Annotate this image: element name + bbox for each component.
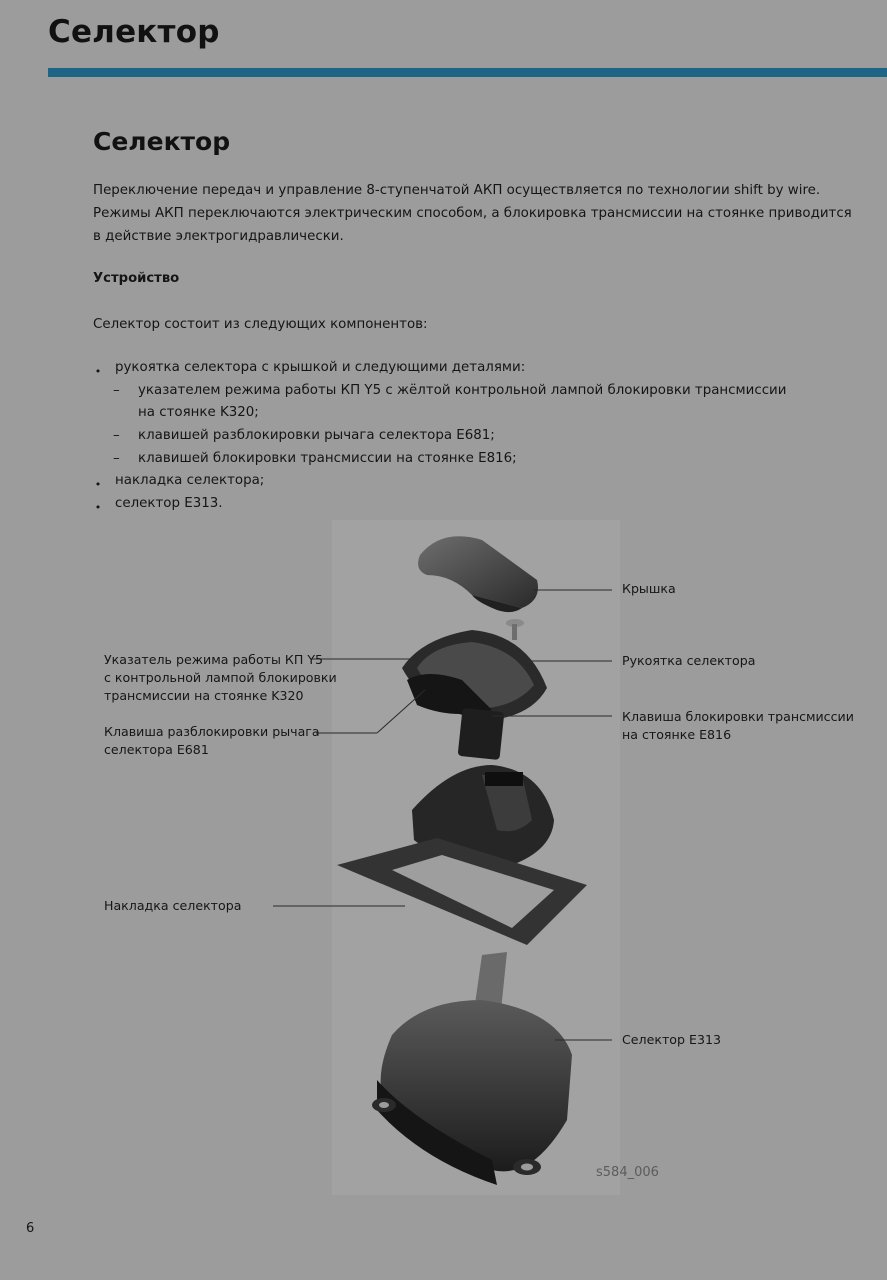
- page-number: 6: [26, 1221, 35, 1236]
- list-item-text: накладка селектора;: [115, 473, 265, 488]
- list-item-text: указателем режима работы КП Y5 с жёлтой контрольной лампой блокировки трансмиссии: [138, 383, 787, 398]
- list-item-text: селектор E313.: [115, 496, 223, 511]
- bullet-marker: •: [94, 365, 102, 378]
- dash-marker: –: [113, 383, 120, 398]
- bullet-marker: •: [94, 501, 102, 514]
- intro-line: Переключение передач и управление 8-ступенчатой АКП осуществляется по технологии shift by wire.: [93, 183, 821, 198]
- callout-cover: Крышка: [622, 581, 676, 596]
- callout-line: с контрольной лампой блокировки: [104, 670, 337, 685]
- header-title: Селектор: [48, 14, 220, 50]
- callout-line: трансмиссии на стоянке K320: [104, 688, 304, 703]
- list-item-text: на стоянке K320;: [138, 405, 259, 420]
- bullet-marker: •: [94, 478, 102, 491]
- callout-line: на стоянке E816: [622, 727, 732, 742]
- list-item-text: рукоятка селектора с крышкой и следующими деталями:: [115, 360, 526, 375]
- callout-line: Указатель режима работы КП Y5: [104, 652, 324, 667]
- callout-handle: Рукоятка селектора: [622, 653, 756, 668]
- list-item-text: клавишей блокировки трансмиссии на стоянке E816;: [138, 451, 517, 466]
- callout-line: Клавиша блокировки трансмиссии: [622, 709, 854, 724]
- dash-marker: –: [113, 428, 120, 443]
- subheading: Устройство: [93, 271, 180, 286]
- callout-release-key: [104, 723, 320, 759]
- callout-indicator-y5: [104, 651, 337, 705]
- section-title: Селектор: [93, 127, 231, 156]
- callout-trim: Накладка селектора: [104, 898, 242, 913]
- list-item-text: клавишей разблокировки рычага селектора E681;: [138, 428, 495, 443]
- figure-code: s584_006: [596, 1165, 659, 1180]
- intro-line: в действие электрогидравлически.: [93, 229, 344, 244]
- dash-marker: –: [113, 451, 120, 466]
- intro-line: Режимы АКП переключаются электрическим способом, а блокировка трансмиссии на стоянке приводится: [93, 206, 852, 221]
- callout-park-lock-key: [622, 708, 854, 744]
- callout-line: селектора E681: [104, 742, 209, 757]
- callout-selector-e313: Селектор E313: [622, 1032, 721, 1047]
- callout-line: Клавиша разблокировки рычага: [104, 724, 320, 739]
- lead-sentence: Селектор состоит из следующих компонентов:: [93, 317, 428, 332]
